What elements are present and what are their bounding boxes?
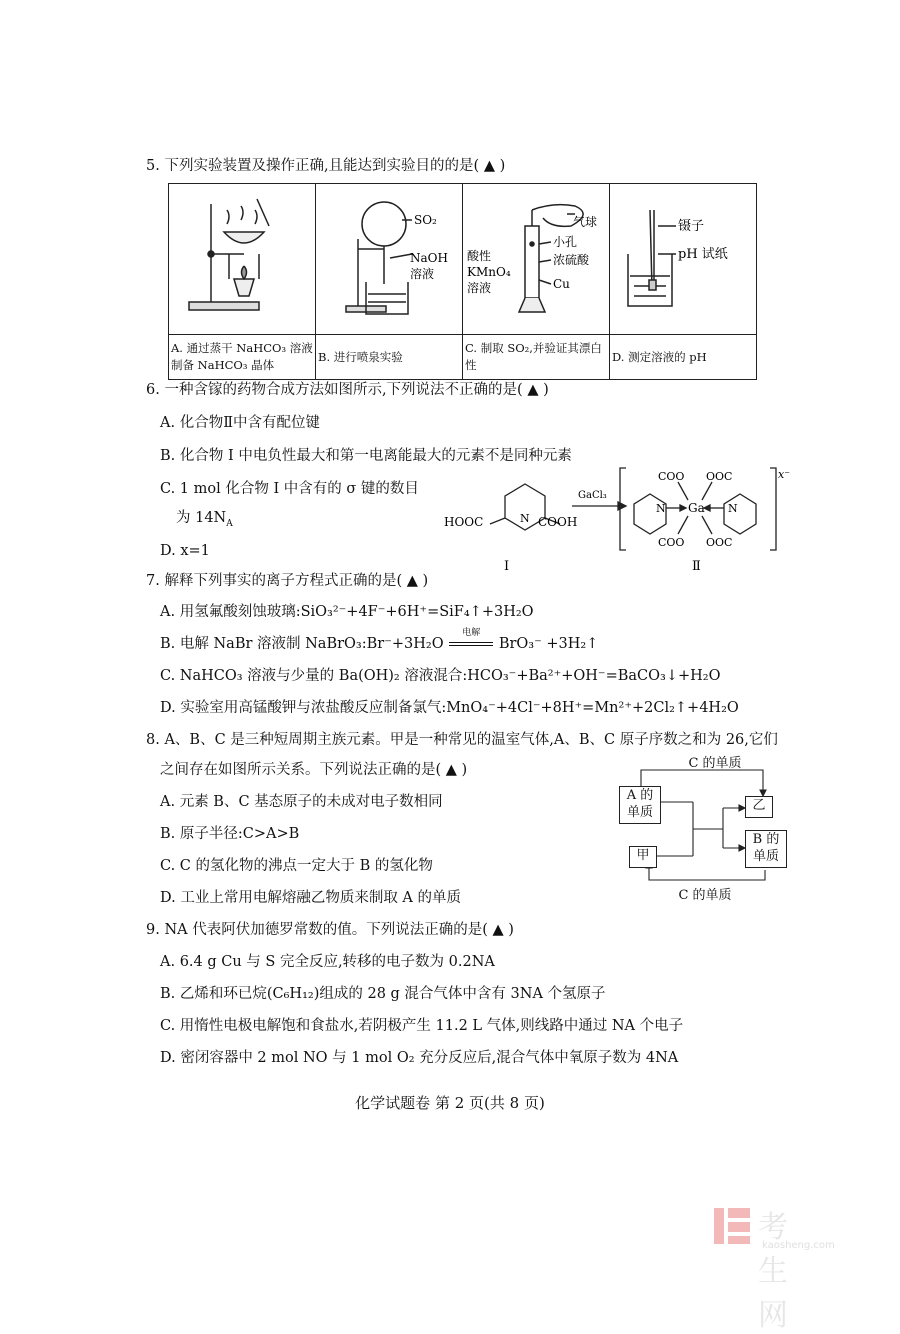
q5-option-b: B. 进行喷泉实验 (316, 335, 463, 380)
box-jia: 甲 (629, 846, 657, 868)
naoh-label: NaOH (410, 251, 448, 265)
scheme-ooc-bottom: OOC (706, 536, 733, 549)
q8-option-a: A. 元素 B、C 基态原子的未成对电子数相同 (160, 794, 443, 810)
tweezers-label: 镊子 (678, 219, 705, 234)
box-a-line-1: A 的 (626, 788, 654, 803)
box-b-element (745, 830, 787, 868)
scheme-reagent: GaCl₃ (578, 490, 607, 501)
scheme-coo-top: COO (658, 470, 685, 483)
box-a-line-2: 单质 (626, 805, 653, 820)
q5-apparatus-table (168, 183, 757, 380)
scheme-n-3: N (728, 502, 738, 515)
q6-option-d: D. x=1 (160, 543, 210, 559)
q6-reaction-scheme (440, 466, 800, 578)
evaporation-apparatus-icon (169, 184, 315, 330)
q6-option-c: C. 1 mol 化合物 Ⅰ 中含有的 σ 键的数目 (160, 481, 419, 497)
q7-option-c: C. NaHCO₃ 溶液与少量的 Ba(OH)₂ 溶液混合:HCO₃⁻+Ba²⁺+OH⁻=BaCO₃↓+H₂O (160, 668, 721, 684)
q9-option-a: A. 6.4 g Cu 与 S 完全反应,转移的电子数为 0.2NA (160, 954, 495, 970)
q5-option-c: C. 制取 SO₂,并验证其漂白性 (463, 335, 610, 380)
box-b-line-1: B 的 (752, 832, 780, 847)
q7-option-a: A. 用氢氟酸刻蚀玻璃:SiO₃²⁻+4F⁻+6H⁺=SiF₄↑+3H₂O (160, 604, 534, 620)
q8-stem-2: 之间存在如图所示关系。下列说法正确的是( ▲ ) (160, 762, 468, 778)
q7-option-d: D. 实验室用高锰酸钾与浓盐酸反应制备氯气:MnO₄⁻+4Cl⁻+8H⁺=Mn²⁺+2Cl₂↑+4H₂O (160, 700, 739, 716)
so2-label: SO₂ (414, 213, 437, 227)
scheme-coo-bottom: COO (658, 536, 685, 549)
q5-figure-c (463, 184, 610, 335)
q9-option-b: B. 乙烯和环已烷(C₆H₁₂)组成的 28 g 混合气体中含有 3NA 个氢原子 (160, 986, 606, 1002)
scheme-label-1: Ⅰ (504, 559, 510, 574)
q8-option-c: C. C 的氢化物的沸点一定大于 B 的氢化物 (160, 858, 433, 874)
q8-option-d: D. 工业上常用电解熔融乙物质来制取 A 的单质 (160, 890, 462, 906)
scheme-label-2: Ⅱ (692, 559, 701, 574)
so2-generation-apparatus-icon (463, 184, 609, 330)
q9-option-d: D. 密闭容器中 2 mol NO 与 1 mol O₂ 充分反应后,混合气体中氧原子数为 4NA (160, 1050, 679, 1066)
q7-b-right: BrO₃⁻ +3H₂↑ (498, 636, 599, 652)
scheme-cooh: COOH (538, 515, 578, 529)
scheme-n-2: N (656, 502, 666, 515)
q6-option-b: B. 化合物 Ⅰ 中电负性最大和第一电离能最大的元素不是同种元素 (160, 448, 572, 464)
kmno4-label: KMnO₄ (467, 265, 511, 279)
q8-relation-diagram (615, 752, 790, 907)
q6-option-a: A. 化合物Ⅱ中含有配位键 (160, 415, 321, 431)
q5-stem: 5. 下列实验装置及操作正确,且能达到实验目的的是( ▲ ) (146, 158, 506, 174)
balloon-label: 气球 (573, 215, 598, 229)
box-b-line-2: 单质 (752, 849, 779, 864)
electrolysis-condition (448, 628, 494, 654)
diagram-top-label: C 的单质 (688, 756, 742, 771)
diagram-bottom-label: C 的单质 (678, 888, 732, 903)
page-footer: 化学试题卷 第 2 页(共 8 页) (355, 1094, 545, 1112)
q7-stem: 7. 解释下列事实的离子方程式正确的是( ▲ ) (146, 573, 429, 589)
q9-option-c: C. 用惰性电极电解饱和食盐水,若阴极产生 11.2 L 气体,则线路中通过 NA 个电子 (160, 1018, 684, 1034)
electrolysis-label: 电解 (462, 628, 481, 638)
acidic-label: 酸性 (467, 249, 492, 263)
scheme-ga: Ga (688, 501, 705, 515)
watermark-url: kaosheng.com (762, 1240, 835, 1251)
box-yi: 乙 (745, 796, 773, 818)
q5-figure-b (316, 184, 463, 335)
q5-figure-a (169, 184, 316, 335)
cu-label: Cu (553, 277, 570, 291)
kmno4-solution-label: 溶液 (467, 281, 492, 295)
q6-option-c-text: 为 14N (176, 510, 227, 526)
hole-label: 小孔 (553, 235, 578, 249)
scheme-ooc-top: OOC (706, 470, 733, 483)
fountain-apparatus-icon (316, 184, 462, 330)
q7-option-b (160, 628, 599, 654)
h2so4-label: 浓硫酸 (553, 253, 590, 267)
q8-stem-1: 8. A、B、C 是三种短周期主族元素。甲是一种常见的温室气体,A、B、C 原子序数之和为 26,它们 (146, 732, 778, 748)
q6-option-c-cont (176, 508, 233, 528)
na-subscript: A (226, 518, 233, 529)
q5-option-a: A. 通过蒸干 NaHCO₃ 溶液制备 NaHCO₃ 晶体 (169, 335, 316, 380)
ph-measurement-icon (610, 184, 756, 330)
scheme-hooc: HOOC (444, 515, 484, 529)
watermark-name: 考生网 (758, 1210, 790, 1333)
scheme-charge: x⁻ (778, 468, 791, 481)
naoh-solution-label: 溶液 (410, 267, 435, 281)
q5-figure-d (610, 184, 757, 335)
q9-stem: 9. NA 代表阿伏加德罗常数的值。下列说法正确的是( ▲ ) (146, 922, 514, 938)
scheme-n-1: N (520, 512, 530, 525)
box-a-element (619, 786, 661, 824)
q6-stem: 6. 一种含镓的药物合成方法如图所示,下列说法不正确的是( ▲ ) (146, 382, 549, 398)
watermark-logo-icon (712, 1206, 752, 1246)
ph-paper-label: pH 试纸 (678, 247, 728, 262)
q5-option-d: D. 测定溶液的 pH (610, 335, 757, 380)
q8-option-b: B. 原子半径:C>A>B (160, 826, 300, 842)
q7-b-left: B. 电解 NaBr 溶液制 NaBrO₃:Br⁻+3H₂O (160, 636, 444, 652)
